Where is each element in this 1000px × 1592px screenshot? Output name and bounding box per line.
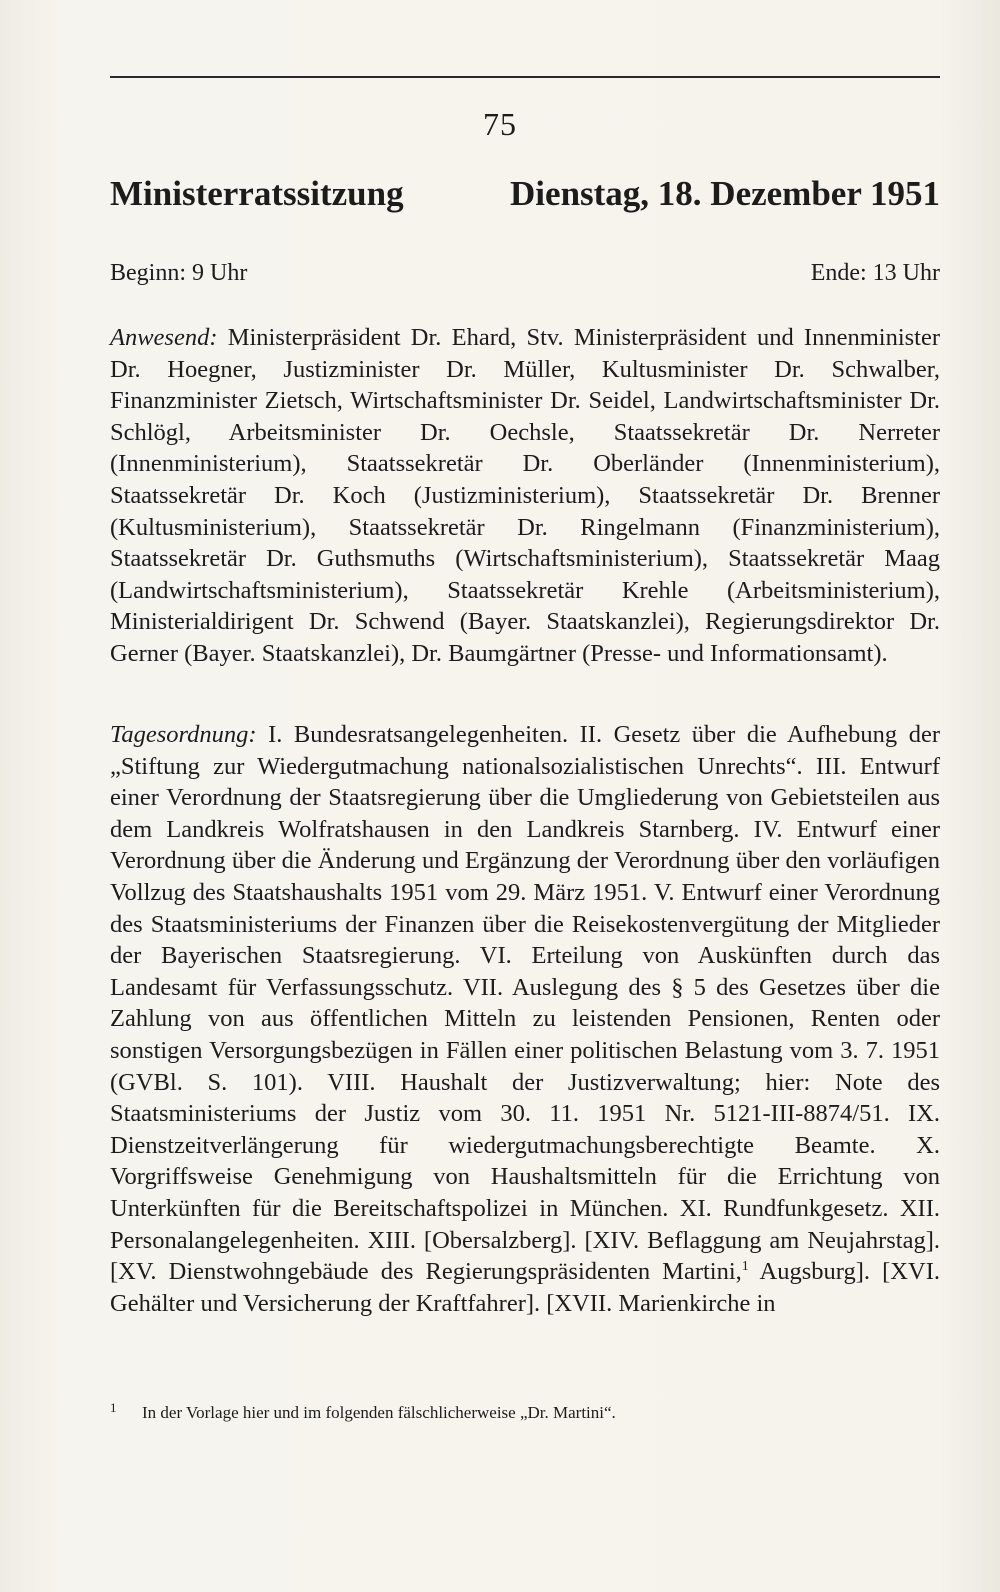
agenda-text-part-2: Augsburg]. [XVI. Gehälter und Versicherung der Kraftfahrer]. [XVII. Marienkirche in — [110, 1258, 940, 1317]
attendees-paragraph — [110, 322, 940, 670]
end-time: Ende: 13 Uhr — [810, 260, 940, 286]
session-title: Ministerratssitzung — [110, 174, 404, 213]
footnote-text: In der Vorlage hier und im folgenden fälschlicherweise „Dr. Martini“. — [142, 1403, 616, 1422]
attendees-label: Anwesend: — [110, 324, 218, 351]
footnote — [110, 1402, 940, 1424]
footnote-reference[interactable]: 1 — [741, 1258, 749, 1274]
session-date: Dienstag, 18. Dezember 1951 — [510, 174, 940, 213]
title-row — [110, 172, 940, 222]
attendees-text: Ministerpräsident Dr. Ehard, Stv. Ministerpräsident und Innenminister Dr. Hoegner, Justizminister Dr. Müller, Kultusminister Dr. Schwalber, Finanzminister Zietsch, Wirtschaftsminister Dr. Seidel, Landwirtschaftsminister Dr. Schlögl, Arbeitsminister Dr. Oechsle, Staatssekretär Dr. Nerreter (Innenministerium), Staatssekretär Dr. Oberländer (Innenministerium), Staatssekretär Dr. Koch (Justizministerium), Staatssekretär Dr. Brenner (Kultusministerium), Staatssekretär Dr. Ringelmann (Finanzministerium), Staatssekretär Dr. Guthsmuths (Wirtschaftsministerium), Staatssekretär Maag (Landwirtschaftsministerium), Staatssekretär Krehle (Arbeitsministerium), Ministerialdirigent Dr. Schwend (Bayer. Staatskanzlei), Regierungsdirektor Dr. Gerner (Bayer. Staatskanzlei), Dr. Baumgärtner (Presse- und Informationsamt). — [110, 324, 940, 667]
agenda-text-part-1: I. Bundesratsangelegenheiten. II. Gesetz über die Aufhebung der „Stiftung zur Wiedergutmachung nationalsozialistischen Unrechts“. III. Entwurf einer Verordnung der Staatsregierung über die Umgliederung von Gebietsteilen aus dem Landkreis Wolfratshausen in den Landkreis Starnberg. IV. Entwurf einer Verordnung über die Änderung und Ergänzung der Verordnung über den vorläufigen Vollzug des Staatshaushalts 1951 vom 29. März 1951. V. Entwurf einer Verordnung des Staatsministeriums der Finanzen über die Reisekostenvergütung der Mitglieder der Bayerischen Staatsregierung. VI. Erteilung von Auskünften durch das Landesamt für Verfassungsschutz. VII. Auslegung des § 5 des Gesetzes über die Zahlung von aus öffentlichen Mitteln zu leistenden Pensionen, Renten oder sonstigen Versorgungsbezügen in Fällen einer politischen Belastung vom 3. 7. 1951 (GVBl. S. 101). VIII. Haushalt der Justizverwaltung; hier: Note des Staatsministeriums der Justiz vom 30. 11. 1951 Nr. 5121-III-8874/51. IX. Dienstzeitverlängerung für wiedergutmachungsberechtigte Beamte. X. Vorgriffsweise Genehmigung von Haushaltsmitteln für die Errichtung von Unterkünften für die Bereitschaftspolizei in München. XI. Rundfunkgesetz. XII. Personalangelegenheiten. XIII. [Obersalzberg]. [XIV. Beflaggung am Neujahrstag]. [XV. Dienstwohngebäude des Regierungspräsidenten Martini, — [110, 721, 940, 1286]
header-rule — [110, 76, 940, 78]
time-row — [110, 258, 940, 292]
document-number: 75 — [483, 106, 517, 142]
footnote-mark: 1 — [110, 1400, 117, 1415]
agenda-label: Tagesordnung: — [110, 721, 257, 748]
agenda-paragraph — [110, 719, 940, 1319]
begin-time: Beginn: 9 Uhr — [110, 260, 248, 286]
